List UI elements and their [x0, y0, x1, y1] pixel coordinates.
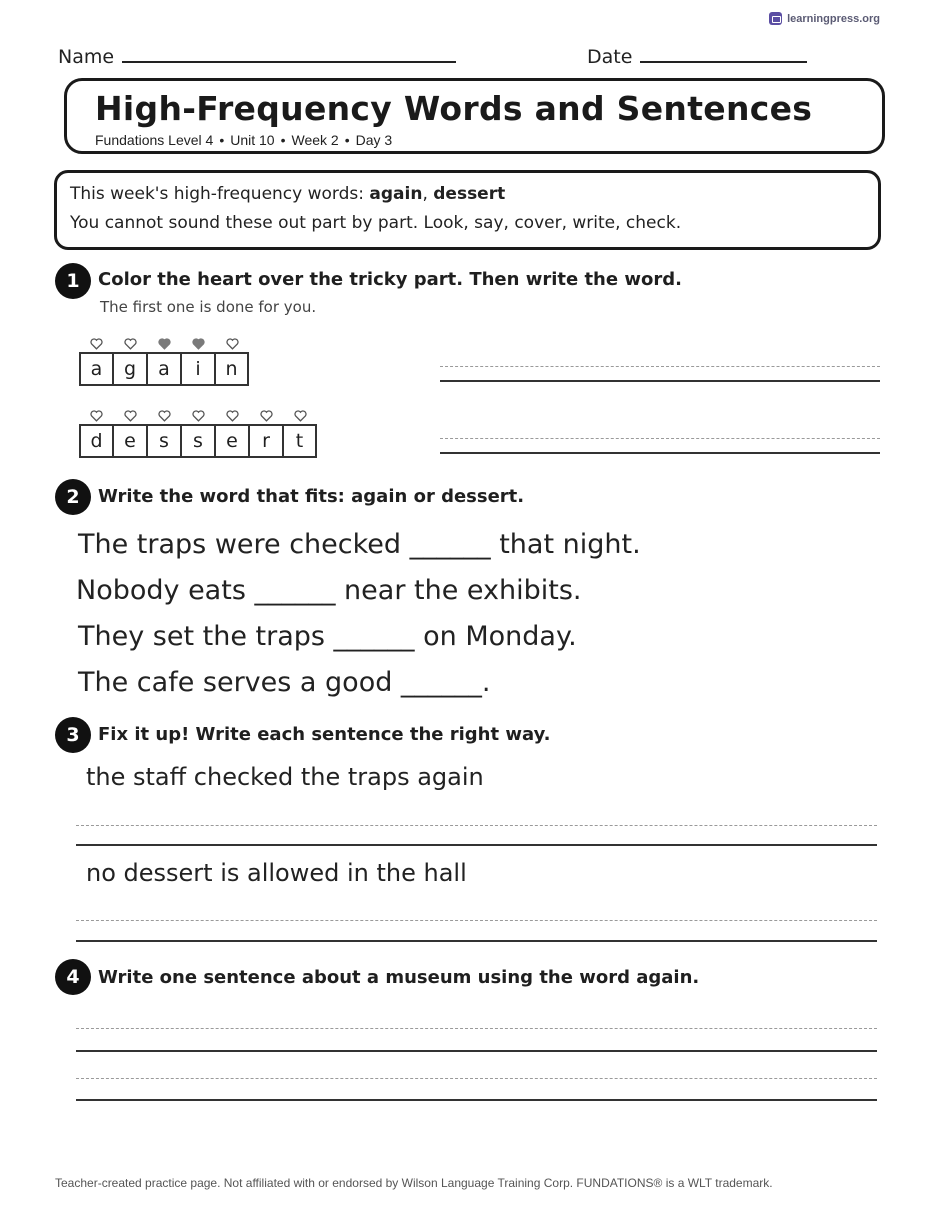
letter-tile: a	[79, 352, 113, 386]
section-4-title: Write one sentence about a museum using the word again.	[98, 967, 700, 988]
name-field[interactable]	[58, 46, 456, 68]
page-subtitle	[95, 132, 392, 148]
letter-tile: a	[147, 352, 181, 386]
letter-tile: t	[283, 424, 317, 458]
fill-in-sentence: The traps were checked ______ that night.	[78, 529, 641, 560]
subtitle-week: Week 2	[291, 132, 339, 148]
subtitle-separator: •	[280, 132, 286, 148]
date-label: Date	[587, 46, 633, 68]
brand-icon	[769, 12, 782, 25]
letter-tile: g	[113, 352, 147, 386]
section-1-title: Color the heart over the tricky part. Then write the word.	[98, 269, 682, 290]
footer-disclaimer: Teacher-created practice page. Not affiliated with or endorsed by Wilson Language Training Corp. FUNDATIONS® is a WLT trademark.	[55, 1176, 773, 1190]
fix-sentence: the staff checked the traps again	[86, 763, 484, 791]
info-word-dessert: dessert	[433, 184, 506, 204]
heart-row-dessert	[79, 410, 317, 422]
subtitle-level: Fundations Level 4	[95, 132, 214, 148]
section-1-note: The first one is done for you.	[100, 298, 317, 316]
info-words-line	[70, 184, 505, 204]
heart-icon[interactable]	[215, 338, 249, 350]
letter-tile: d	[79, 424, 113, 458]
heart-icon[interactable]	[181, 410, 215, 422]
heart-icon[interactable]	[215, 410, 249, 422]
section-number-3: 3	[55, 717, 91, 753]
subtitle-day: Day 3	[355, 132, 393, 148]
heart-icon[interactable]	[113, 410, 147, 422]
letter-tile: n	[215, 352, 249, 386]
heart-row-again	[79, 338, 249, 350]
letter-tile: s	[147, 424, 181, 458]
letter-tile: r	[249, 424, 283, 458]
heart-icon[interactable]	[249, 410, 283, 422]
fix-sentence: no dessert is allowed in the hall	[86, 859, 467, 887]
info-instruction: You cannot sound these out part by part. Look, say, cover, write, check.	[70, 213, 682, 233]
heart-icon[interactable]	[79, 338, 113, 350]
brand-name: learningpress.org	[787, 12, 880, 25]
letter-tile: e	[215, 424, 249, 458]
subtitle-separator: •	[344, 132, 350, 148]
subtitle-separator: •	[219, 132, 225, 148]
fill-in-sentence: The cafe serves a good ______.	[78, 667, 491, 698]
section-number-1: 1	[55, 263, 91, 299]
letter-tile: i	[181, 352, 215, 386]
info-intro: This week's high-frequency words:	[70, 184, 370, 204]
date-blank[interactable]	[640, 47, 807, 63]
brand-logo	[769, 12, 880, 25]
info-box	[54, 170, 881, 250]
letter-tile: e	[113, 424, 147, 458]
fill-in-sentence: They set the traps ______ on Monday.	[78, 621, 577, 652]
date-field[interactable]	[587, 46, 807, 68]
title-box	[64, 78, 885, 154]
heart-filled-icon[interactable]	[147, 338, 181, 350]
section-2-title: Write the word that fits: again or dessert.	[98, 486, 525, 507]
section-number-2: 2	[55, 479, 91, 515]
info-comma: ,	[422, 184, 434, 204]
name-label: Name	[58, 46, 115, 68]
info-word-again: again	[369, 184, 423, 204]
section-number-4: 4	[55, 959, 91, 995]
heart-icon[interactable]	[113, 338, 147, 350]
heart-icon[interactable]	[147, 410, 181, 422]
fill-in-sentence: Nobody eats ______ near the exhibits.	[76, 575, 582, 606]
name-blank[interactable]	[122, 47, 456, 63]
letter-tile: s	[181, 424, 215, 458]
letter-tiles-again	[79, 352, 249, 386]
page-title: High-Frequency Words and Sentences	[95, 89, 813, 128]
section-3-title: Fix it up! Write each sentence the right way.	[98, 724, 551, 745]
heart-filled-icon[interactable]	[181, 338, 215, 350]
letter-tiles-dessert	[79, 424, 317, 458]
heart-icon[interactable]	[79, 410, 113, 422]
subtitle-unit: Unit 10	[230, 132, 275, 148]
heart-icon[interactable]	[283, 410, 317, 422]
